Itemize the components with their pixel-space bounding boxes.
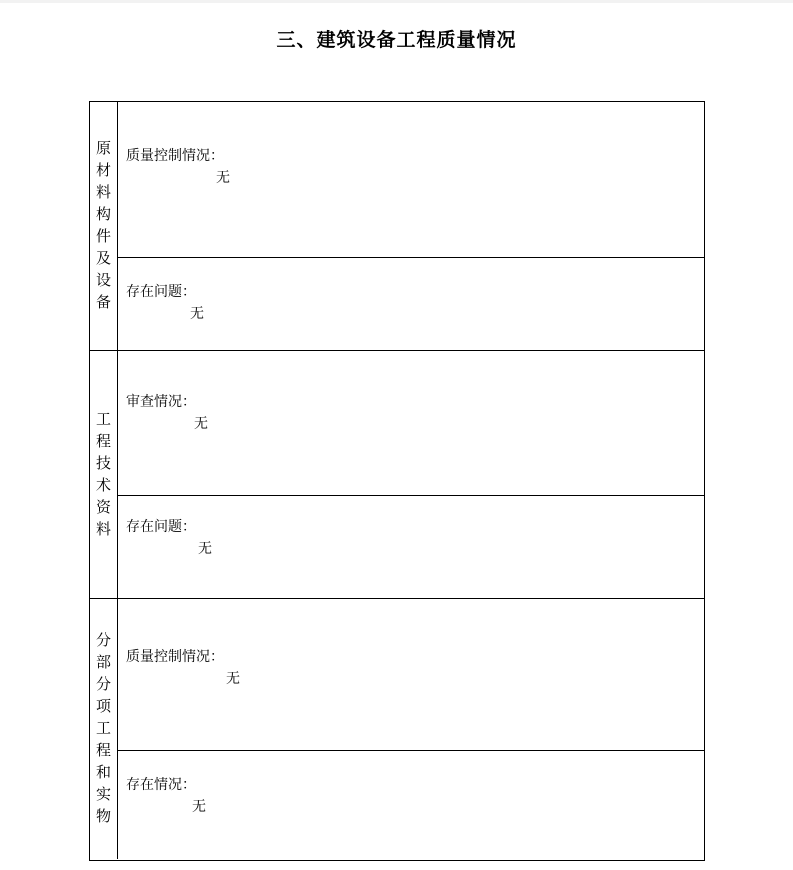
section-label-cell [90,599,118,859]
section-rows [118,599,704,859]
table-cell [118,258,704,350]
table-section-materials [90,102,704,351]
section-label-vertical: 原材料构件及设备 [95,141,111,311]
document-title: 三、建筑设备工程质量情况 [276,30,517,51]
table-section-subdivision-works [90,599,704,859]
table-cell [118,599,704,751]
cell-value: 无 [192,800,206,815]
page-top-edge [0,0,793,3]
table-cell [118,496,704,598]
cell-value: 无 [216,171,230,186]
table-section-technical-data [90,351,704,599]
section-rows [118,351,704,598]
section-label-cell [90,102,118,350]
table-cell [118,102,704,258]
cell-label: 存在问题： [126,520,196,535]
table-cell [118,751,704,859]
table-cell [118,351,704,496]
section-label-vertical: 工程技术资料 [95,411,111,538]
cell-label: 存在情况： [126,778,196,793]
cell-value: 无 [190,307,204,322]
cell-value: 无 [198,542,212,557]
cell-label: 审查情况： [126,395,196,410]
section-label-cell [90,351,118,598]
cell-value: 无 [226,672,240,687]
cell-label: 存在问题： [126,285,196,300]
section-rows [118,102,704,350]
quality-table [89,101,705,861]
cell-value: 无 [194,417,208,432]
cell-label: 质量控制情况： [126,149,224,164]
section-label-vertical: 分部分项工程和实物 [95,633,111,825]
cell-label: 质量控制情况： [126,650,224,665]
